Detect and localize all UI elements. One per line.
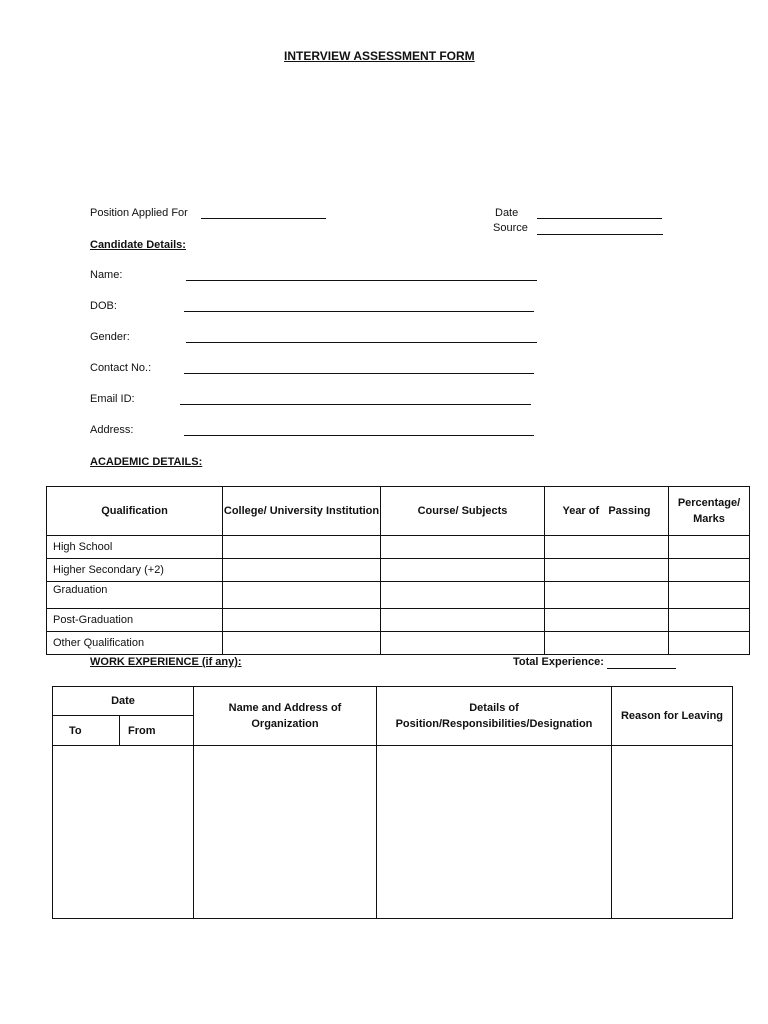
organization-header: Name and Address of Organization [194, 687, 377, 746]
row-label: Other Qualification [47, 632, 223, 655]
course-header: Course/ Subjects [381, 487, 545, 536]
row-label: High School [47, 536, 223, 559]
table-row [47, 609, 750, 632]
qualification-header: Qualification [47, 487, 223, 536]
dob-field[interactable] [184, 311, 534, 312]
college-header: College/ University Institution [223, 487, 381, 536]
date-field[interactable] [537, 218, 662, 219]
table-cell[interactable] [223, 609, 381, 632]
academic-header-row [47, 487, 750, 536]
name-field[interactable] [186, 280, 537, 281]
source-label: Source [493, 222, 528, 234]
academic-table [46, 486, 750, 655]
table-row [47, 632, 750, 655]
position-label: Position Applied For [90, 207, 188, 219]
academic-heading: ACADEMIC DETAILS: [90, 456, 203, 468]
email-field[interactable] [180, 404, 531, 405]
table-cell[interactable] [669, 559, 750, 582]
table-cell[interactable] [669, 609, 750, 632]
name-label: Name: [90, 269, 123, 281]
position-field[interactable] [201, 218, 326, 219]
row-label: Graduation [47, 582, 223, 609]
table-cell[interactable] [223, 582, 381, 609]
total-experience-label: Total Experience: [513, 656, 604, 668]
reason-entry-cell[interactable] [612, 746, 733, 919]
contact-label: Contact No.: [90, 362, 152, 374]
source-field[interactable] [537, 234, 663, 235]
reason-header: Reason for Leaving [612, 687, 733, 746]
address-label: Address: [90, 424, 134, 436]
candidate-heading: Candidate Details: [90, 239, 186, 251]
total-experience-field[interactable] [607, 668, 676, 669]
table-cell[interactable] [545, 582, 669, 609]
table-cell[interactable] [669, 632, 750, 655]
work-header-row [53, 687, 733, 716]
dob-label: DOB: [90, 300, 117, 312]
work-heading: WORK EXPERIENCE (if any): [90, 656, 242, 668]
table-cell[interactable] [545, 559, 669, 582]
table-cell[interactable] [381, 609, 545, 632]
table-cell[interactable] [545, 609, 669, 632]
email-label: Email ID: [90, 393, 135, 405]
contact-field[interactable] [184, 373, 534, 374]
year-header: Year of Passing [545, 487, 669, 536]
row-label: Higher Secondary (+2) [47, 559, 223, 582]
date-entry-cell[interactable] [53, 746, 194, 919]
table-cell[interactable] [381, 582, 545, 609]
table-cell[interactable] [381, 559, 545, 582]
table-cell[interactable] [223, 632, 381, 655]
table-cell[interactable] [223, 536, 381, 559]
table-cell[interactable] [545, 536, 669, 559]
to-header: To [53, 716, 120, 746]
table-cell[interactable] [223, 559, 381, 582]
table-cell[interactable] [669, 582, 750, 609]
percentage-header: Percentage/ Marks [669, 487, 750, 536]
from-header: From [120, 716, 194, 746]
table-cell[interactable] [381, 632, 545, 655]
table-row [47, 582, 750, 609]
date-header: Date [53, 687, 194, 716]
table-cell[interactable] [669, 536, 750, 559]
work-table [52, 686, 733, 919]
table-row [47, 559, 750, 582]
row-label: Post-Graduation [47, 609, 223, 632]
form-title: INTERVIEW ASSESSMENT FORM [284, 49, 475, 63]
table-cell[interactable] [381, 536, 545, 559]
address-field[interactable] [184, 435, 534, 436]
organization-entry-cell[interactable] [194, 746, 377, 919]
gender-label: Gender: [90, 331, 130, 343]
table-cell[interactable] [545, 632, 669, 655]
details-entry-cell[interactable] [377, 746, 612, 919]
details-header: Details of Position/Responsibilities/Designation [377, 687, 612, 746]
table-row [47, 536, 750, 559]
gender-field[interactable] [186, 342, 537, 343]
table-row [53, 746, 733, 919]
date-label: Date [495, 207, 519, 219]
